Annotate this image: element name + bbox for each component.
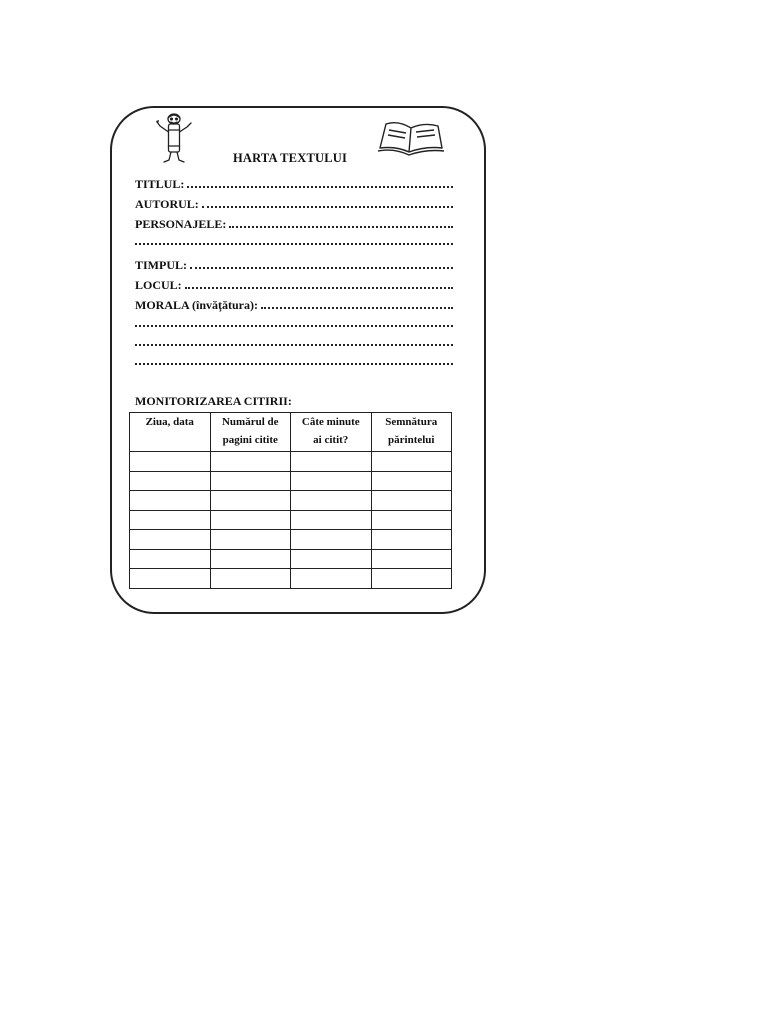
table-cell[interactable] [130,569,211,589]
table-row [130,491,452,511]
table-cell[interactable] [130,452,211,472]
table-cell[interactable] [291,491,372,511]
column-header-line: ai citit? [313,434,349,446]
characters-extra-line[interactable] [135,243,453,245]
title-field[interactable] [135,175,453,191]
table-cell[interactable] [371,530,452,550]
table-cell[interactable] [130,510,211,530]
table-cell[interactable] [371,452,452,472]
title-dotted-line [187,185,453,188]
reading-log-table [129,412,452,589]
table-cell[interactable] [210,471,291,491]
column-header-line: Numărul de [221,416,279,428]
column-header-pages-read [210,413,291,452]
column-header-minutes-read [291,413,372,452]
table-cell[interactable] [210,491,291,511]
table-cell[interactable] [291,549,372,569]
characters-dotted-line [229,225,453,228]
moral-extra-line-3[interactable] [135,363,453,365]
moral-field[interactable] [135,296,453,312]
table-row [130,471,452,491]
open-book-icon [376,118,446,158]
table-cell[interactable] [371,510,452,530]
column-header-line: pagini citite [222,434,278,446]
table-row [130,549,452,569]
table-cell[interactable] [291,510,372,530]
table-cell[interactable] [130,530,211,550]
moral-label: MORALA (învățătura): [135,298,258,312]
table-cell[interactable] [291,452,372,472]
table-cell[interactable] [210,549,291,569]
table-cell[interactable] [210,510,291,530]
column-header-line: părintelui [388,434,435,446]
time-field[interactable] [135,256,453,272]
column-header-parent-signature [371,413,452,452]
moral-extra-line-1[interactable] [135,325,453,327]
column-header-line: Semnătura [385,416,438,428]
column-header-day-date [130,413,211,452]
pencil-mascot-icon [154,110,194,166]
table-cell[interactable] [130,471,211,491]
table-cell[interactable] [291,569,372,589]
moral-extra-line-2[interactable] [135,344,453,346]
table-row [130,530,452,550]
moral-dotted-line [261,306,453,309]
table-cell[interactable] [291,530,372,550]
table-cell[interactable] [291,471,372,491]
table-row [130,452,452,472]
author-dotted-line [202,205,453,208]
column-header-line: Câte minute [301,416,360,428]
table-cell[interactable] [371,471,452,491]
column-header-line: Ziua, data [145,416,194,428]
table-cell[interactable] [210,569,291,589]
table-header-row [130,413,452,452]
time-dotted-line [190,266,453,269]
characters-label: PERSONAJELE: [135,217,227,231]
characters-field[interactable] [135,215,453,231]
table-cell[interactable] [371,549,452,569]
page-title: HARTA TEXTULUI [232,151,348,165]
place-dotted-line [185,286,453,289]
time-label: TIMPUL: [135,258,187,272]
table-cell[interactable] [210,530,291,550]
author-field[interactable] [135,195,453,211]
place-field[interactable] [135,276,453,292]
table-cell[interactable] [371,491,452,511]
title-label: TITLUL: [135,177,185,191]
table-cell[interactable] [130,549,211,569]
table-row [130,510,452,530]
table-cell[interactable] [371,569,452,589]
table-row [130,569,452,589]
author-label: AUTORUL: [135,197,199,211]
place-label: LOCUL: [135,278,182,292]
monitoring-title: MONITORIZAREA CITIRII: [135,394,292,408]
table-cell[interactable] [210,452,291,472]
table-cell[interactable] [130,491,211,511]
